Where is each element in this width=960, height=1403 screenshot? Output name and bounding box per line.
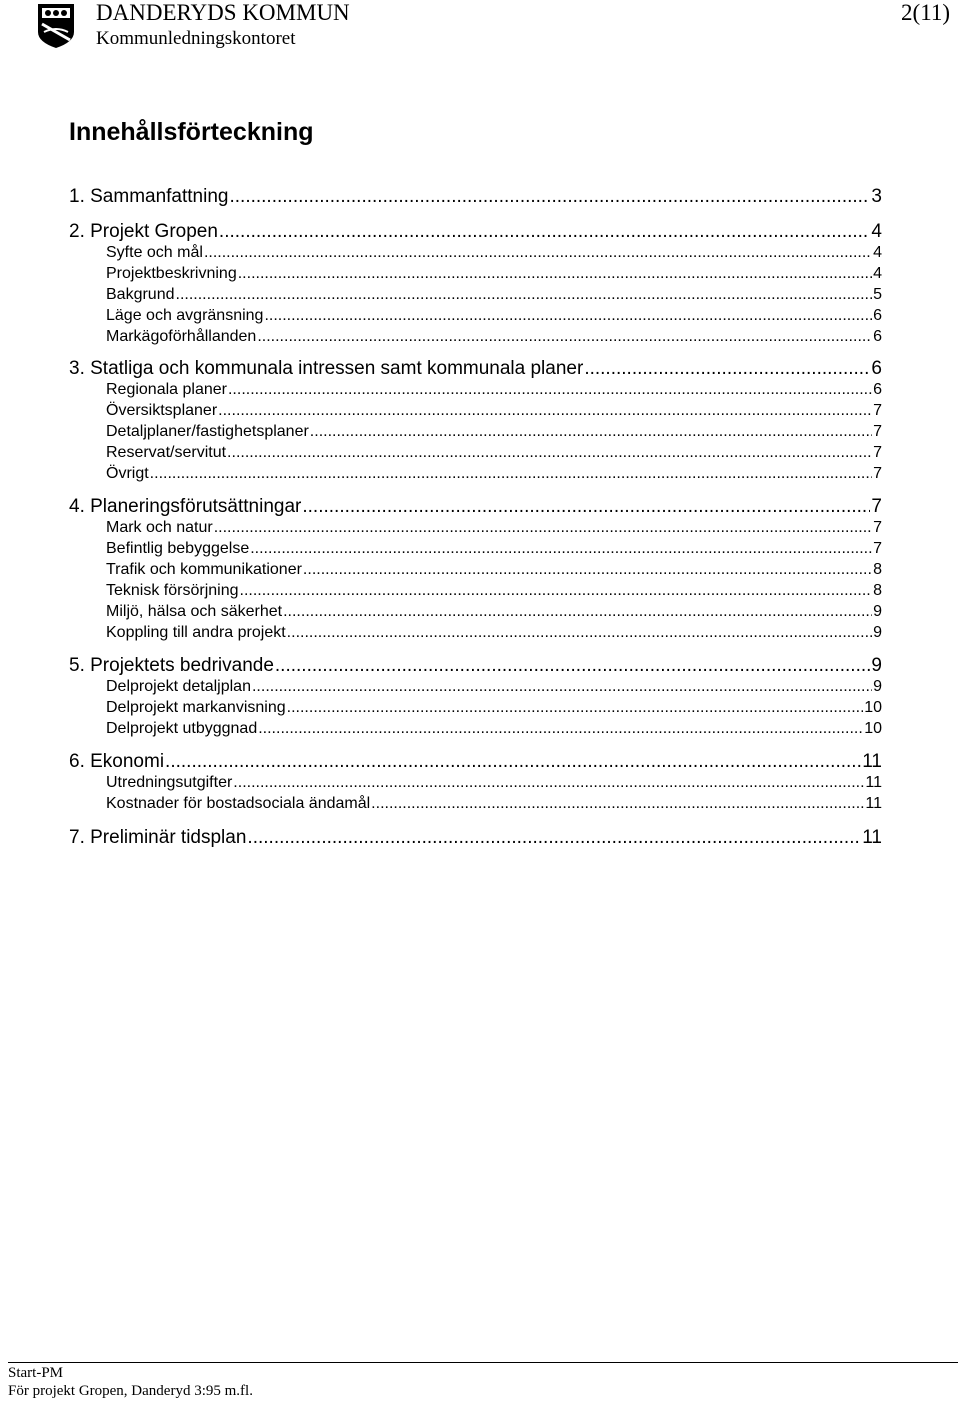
toc-entry-page: 9 [873,603,882,620]
toc-entry-page: 3 [871,186,882,207]
toc-entry-page: 11 [865,774,882,791]
toc-dot-leader [303,560,872,579]
toc-entry[interactable] [106,243,882,262]
toc-entry-title: Syfte och mål [106,244,203,261]
toc-entry[interactable] [106,285,882,304]
toc-entry-title: Trafik och kommunikationer [106,561,302,578]
coat-of-arms-icon [36,2,76,50]
toc-entry-page: 4 [873,244,882,261]
toc-dot-leader [247,827,861,849]
toc-entry[interactable] [106,264,882,283]
toc-entry-page: 8 [873,582,882,599]
toc-entry-page: 8 [873,561,882,578]
toc-dot-leader [219,221,871,243]
toc-entry-title: Delprojekt utbyggnad [106,720,258,737]
toc-dot-leader [229,186,870,208]
toc-entry-title: Teknisk försörjning [106,582,239,599]
toc-entry[interactable] [106,719,882,738]
toc-entry-page: 6 [873,328,882,345]
toc-entry-title: Reservat/servitut [106,444,227,461]
toc-dot-leader [214,518,872,537]
organization-name: DANDERYDS KOMMUN [96,0,350,25]
toc-entry-page: 11 [862,827,882,848]
toc-dot-leader [287,623,872,642]
toc-entry-title: Övrigt [106,465,149,482]
toc-entry[interactable] [106,602,882,621]
toc-dot-leader [283,602,872,621]
toc-entry-page: 7 [873,402,882,419]
toc-entry-title: Miljö, hälsa och säkerhet [106,603,283,620]
footer-document-type: Start-PM [8,1365,64,1381]
toc-entry-page: 11 [862,751,882,772]
toc-entry-title: Läge och avgränsning [106,307,264,324]
toc-entry[interactable] [69,751,882,773]
toc-entry-title: Markägoförhållanden [106,328,257,345]
page-header [0,0,960,52]
toc-dot-leader [258,719,863,738]
toc-entry-title: Projektbeskrivning [106,265,237,282]
department-name: Kommunledningskontoret [96,28,296,49]
toc-entry-title: 6. Ekonomi [69,751,165,772]
toc-dot-leader [165,751,861,773]
toc-entry-page: 10 [864,699,882,716]
toc-dot-leader [371,794,864,813]
toc-entry-title: Koppling till andra projekt [106,624,286,641]
toc-entry-page: 11 [865,795,882,812]
toc-dot-leader [238,264,872,283]
toc-entry[interactable] [106,443,882,462]
toc-entry-page: 7 [873,519,882,536]
toc-dot-leader [252,677,872,696]
toc-entry[interactable] [106,677,882,696]
toc-entry[interactable] [69,186,882,208]
toc-entry-title: 2. Projekt Gropen [69,221,218,242]
toc-entry-page: 7 [873,465,882,482]
toc-entry-title: Bakgrund [106,286,175,303]
toc-entry[interactable] [106,518,882,537]
toc-entry-title: Mark och natur [106,519,213,536]
toc-entry-page: 9 [873,624,882,641]
toc-entry[interactable] [106,422,882,441]
toc-dot-leader [240,581,873,600]
toc-entry[interactable] [69,221,882,243]
toc-entry-page: 6 [873,381,882,398]
toc-title: Innehållsförteckning [69,118,314,146]
toc-entry-page: 7 [873,444,882,461]
toc-entry-page: 6 [873,307,882,324]
toc-entry[interactable] [69,827,882,849]
toc-entry[interactable] [106,401,882,420]
toc-entry-page: 9 [871,655,882,676]
toc-entry[interactable] [106,698,882,717]
toc-dot-leader [264,306,872,325]
toc-entry[interactable] [106,560,882,579]
toc-dot-leader [204,243,872,262]
toc-dot-leader [228,380,872,399]
toc-entry-title: 3. Statliga och kommunala intressen samt kommunala planer [69,358,584,379]
toc-dot-leader [227,443,872,462]
toc-entry[interactable] [106,464,882,483]
toc-entry[interactable] [106,539,882,558]
toc-entry-page: 7 [873,423,882,440]
toc-entry[interactable] [106,306,882,325]
toc-entry[interactable] [69,496,882,518]
toc-entry-title: Detaljplaner/fastighetsplaner [106,423,309,440]
toc-entry[interactable] [106,380,882,399]
toc-entry-title: Utredningsutgifter [106,774,233,791]
toc-dot-leader [257,327,872,346]
toc-dot-leader [218,401,872,420]
toc-dot-leader [176,285,873,304]
toc-dot-leader [302,496,870,518]
toc-entry-title: Delprojekt markanvisning [106,699,286,716]
toc-dot-leader [310,422,872,441]
toc-entry-title: Delprojekt detaljplan [106,678,251,695]
toc-entry-title: Befintlig bebyggelse [106,540,250,557]
page-number: 2(11) [901,0,950,25]
toc-dot-leader [584,358,870,380]
footer-divider [8,1362,958,1363]
toc-entry-page: 4 [873,265,882,282]
toc-entry-page: 7 [871,496,882,517]
footer-project-reference: För projekt Gropen, Danderyd 3:95 m.fl. [8,1383,253,1399]
toc-entry-title: 5. Projektets bedrivande [69,655,274,676]
toc-entry-page: 7 [873,540,882,557]
toc-entry[interactable] [69,655,882,677]
toc-entry-page: 6 [871,358,882,379]
toc-dot-leader [275,655,871,677]
toc-entry-title: Kostnader för bostadsociala ändamål [106,795,371,812]
toc-entry-title: Översiktsplaner [106,402,218,419]
toc-entry-page: 5 [873,286,882,303]
toc-entry[interactable] [106,327,882,346]
toc-dot-leader [250,539,872,558]
toc-entry-title: Regionala planer [106,381,227,398]
toc-entry-page: 4 [871,221,882,242]
toc-entry-title: 4. Planeringsförutsättningar [69,496,302,517]
toc-entry[interactable] [106,581,882,600]
toc-entry[interactable] [69,358,882,380]
toc-entry-title: 1. Sammanfattning [69,186,229,207]
toc-entry[interactable] [106,794,882,813]
toc-dot-leader [150,464,872,483]
toc-entry-page: 10 [864,720,882,737]
toc-dot-leader [233,773,864,792]
toc-dot-leader [287,698,864,717]
toc-entry-title: 7. Preliminär tidsplan [69,827,247,848]
toc-entry-page: 9 [873,678,882,695]
toc-entry[interactable] [106,773,882,792]
toc-entry[interactable] [106,623,882,642]
